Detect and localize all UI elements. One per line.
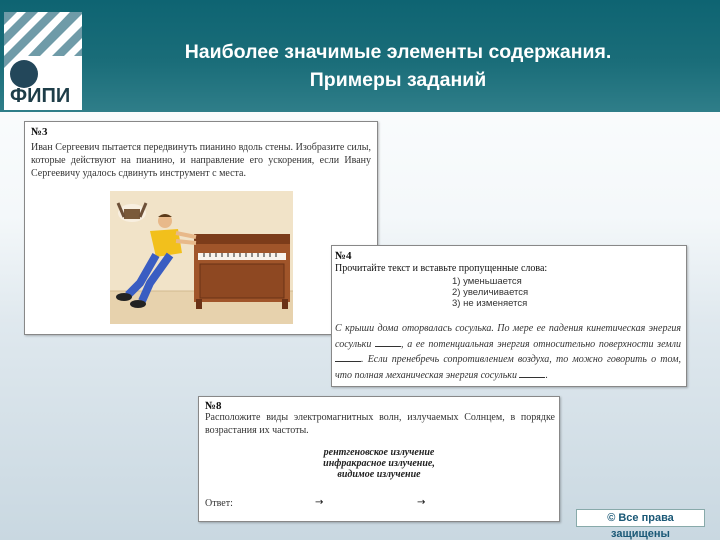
task-number: №4 [335, 250, 352, 262]
title-line-1: Наиболее значимые элементы содержания. [184, 41, 612, 63]
wave-item: видимое излучение [337, 469, 421, 480]
answer-blank[interactable] [375, 337, 401, 347]
task-text: Расположите виды электромагнитных волн, излучаемых Солнцем, в порядке возрастания их частоты. [205, 412, 555, 436]
wave-item: инфракрасное излучение, [323, 458, 435, 469]
option-item: 3) не изменяется [452, 298, 528, 309]
header-bar [0, 0, 720, 112]
option-item: 1) уменьшается [452, 276, 522, 287]
task-text: Иван Сергеевич пытается передвинуть пианино вдоль стены. Изобразите силы, которые действуют на пианино, и направление его ускорения, если Ивану Сергеевичу удалось сдвинуть инструмент с места. [31, 142, 371, 179]
task-3-card [24, 121, 378, 335]
copyright-notice: © Все права защищены [576, 509, 705, 527]
story-text [335, 322, 681, 383]
logo-text: ФИПИ [10, 85, 71, 107]
task-4-card [331, 245, 687, 387]
arrow-icon: → [417, 497, 426, 508]
story-part: . Если пренебречь сопротивлением воздуха, то можно говорить о том, что полная механическая энергия сосульки [335, 354, 681, 381]
arrow-icon: → [315, 497, 324, 508]
task-8-card [198, 396, 560, 522]
title-line-2: Примеры заданий [309, 69, 487, 91]
man-pushing-piano-illustration [110, 191, 293, 324]
task-number: №8 [205, 400, 222, 412]
page-title [118, 38, 678, 94]
options-list [452, 276, 528, 309]
answer-blank[interactable] [519, 368, 545, 378]
fipi-logo [4, 12, 82, 110]
task-number: №3 [31, 126, 48, 138]
wave-item: рентгеновское излучение [323, 447, 435, 458]
option-item: 2) увеличивается [452, 287, 529, 298]
story-end: . [545, 369, 548, 381]
story-part: С крыши дома оторвалась сосулька. По мере ее падения кинетическая энергия сосульки [335, 323, 681, 350]
task-instruction: Прочитайте текст и вставьте пропущенные слова: [335, 263, 548, 274]
answer-blank[interactable] [335, 352, 361, 362]
answer-label: Ответ: [205, 498, 233, 509]
waves-list [199, 447, 559, 480]
story-part: , а ее потенциальная энергия относительно поверхности земли [401, 338, 681, 350]
